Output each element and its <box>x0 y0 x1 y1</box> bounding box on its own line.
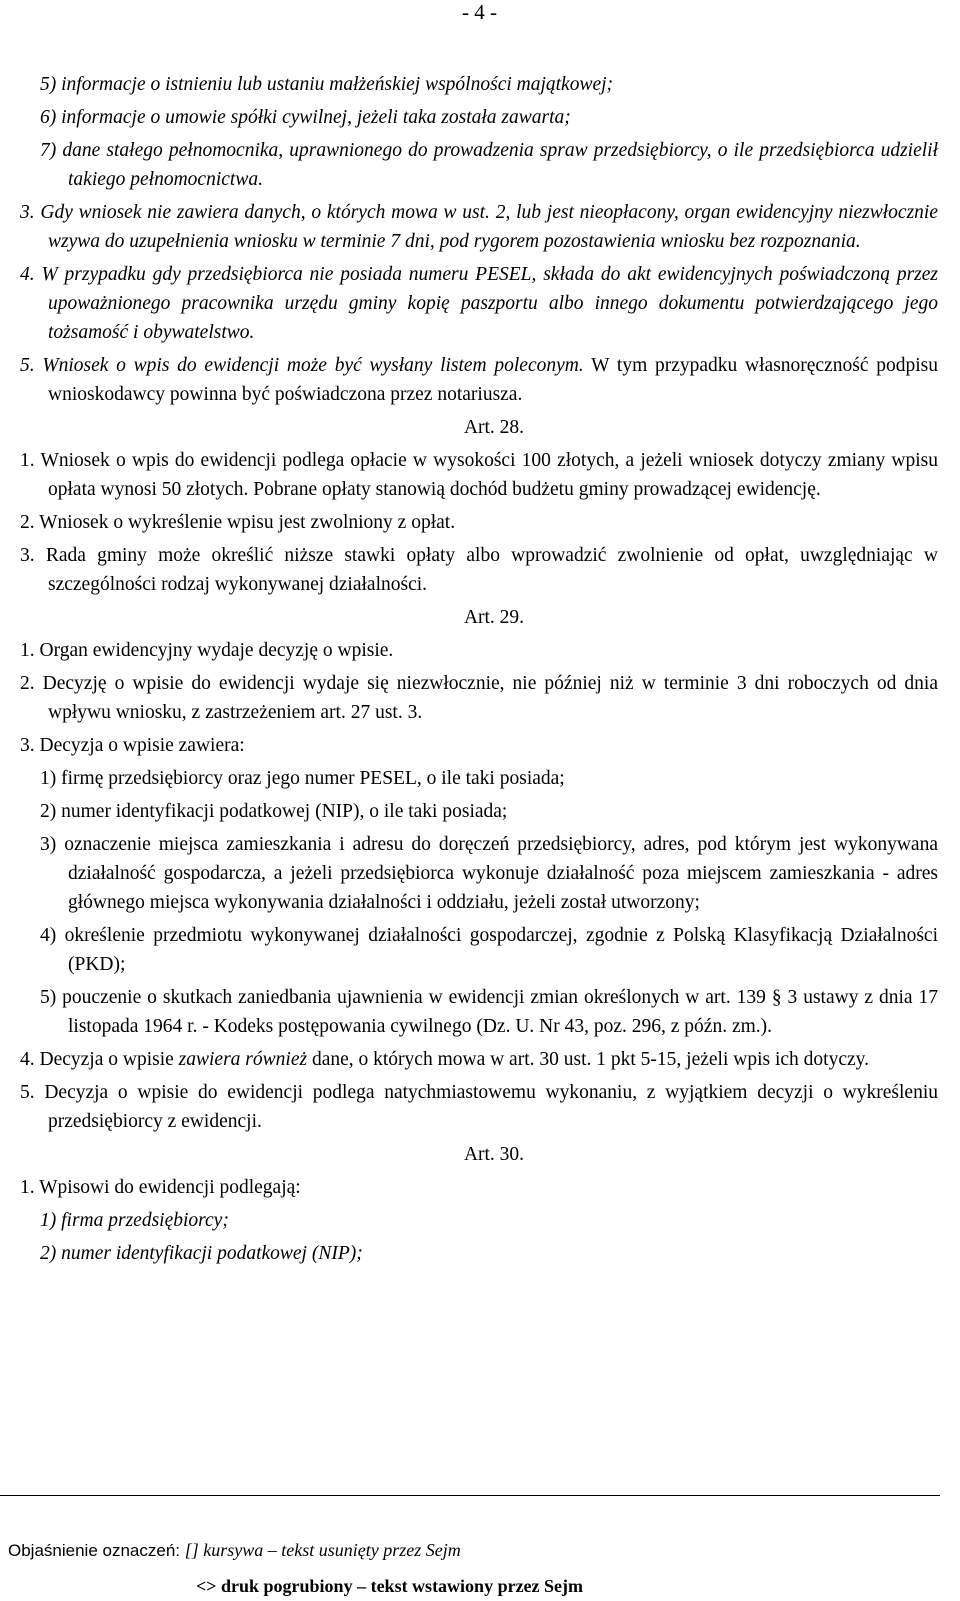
legend-italic-line <box>8 1540 461 1561</box>
art-29-section-2: 2. Decyzję o wpisie do ewidencji wydaje się niezwłocznie, nie później niż w terminie 3 dni roboczych od dnia wpływu wniosku, z zastrzeżeniem art. 27 ust. 3. <box>20 673 938 723</box>
page-number: - 4 - <box>462 0 497 24</box>
art-29-item-1: 1) firmę przedsiębiorcy oraz jego numer PESEL, o ile taki posiada; <box>40 768 565 789</box>
art-28-section-1 <box>20 446 938 504</box>
art-29-item-2: 2) numer identyfikacji podatkowej (NIP), o ile taki posiada; <box>40 801 508 822</box>
art-30-item-2: 2) numer identyfikacji podatkowej (NIP); <box>40 1243 363 1264</box>
art-28-section-2: 2. Wniosek o wykreślenie wpisu jest zwolniony z opłat. <box>20 512 456 533</box>
art-28-section-1-b: Pobrane opłaty stanowią dochód budżetu gminy prowadzącej ewidencję. <box>248 479 821 500</box>
art-29-title: Art. 29. <box>463 607 525 628</box>
section-4: 4. W przypadku gdy przedsiębiorca nie posiada numeru PESEL, składa do akt ewidencyjnych poświadczoną przez upoważnionego pracownika urzędu gminy kopię paszportu albo innego dokumentu potwierdzającego jego tożsamość i obywatelstwo. <box>20 264 938 343</box>
art-29-item-5: 5) pouczenie o skutkach zaniedbania ujawnienia w ewidencji zmian określonych w art. 139 § 3 ustawy z dnia 17 listopada 1964 r. - Kodeks postępowania cywilnego (Dz. U. Nr 43, poz. 296, z późn. zm.). <box>40 987 938 1037</box>
art-29-section-4-c: dane, o których mowa w art. 30 ust. 1 pkt 5-15, jeżeli wpis ich dotyczy. <box>307 1049 870 1070</box>
art-29-section-4-a: 4. Decyzja o wpisie <box>20 1049 179 1070</box>
legend-italic: [] kursywa – tekst usunięty przez Sejm <box>184 1540 461 1560</box>
legend-bold-line: <> druk pogrubiony – tekst wstawiony przez Sejm <box>196 1576 584 1596</box>
art-29-section-3: 3. Decyzja o wpisie zawiera: <box>20 735 245 756</box>
legend-label: Objaśnienie oznaczeń: <box>8 1541 185 1560</box>
item-5: 5) informacje o istnieniu lub ustaniu małżeńskiej wspólności majątkowej; <box>40 74 614 95</box>
section-5-rest: W tym przypadku własnoręczność podpisu wnioskodawcy powinna być poświadczona przez notariusza. <box>48 355 938 405</box>
art-29-section-4 <box>20 1045 938 1074</box>
art-28-section-3: 3. Rada gminy może określić niższe stawki opłaty albo wprowadzić zwolnienie od opłat, uwzględniając w szczególności rodzaj wykonywanej działalności. <box>20 545 938 595</box>
section-5 <box>20 351 938 409</box>
art-28-title: Art. 28. <box>463 417 525 438</box>
footer-divider <box>0 1495 940 1496</box>
section-5-italic: 5. Wniosek o wpis do ewidencji może być wysłany listem poleconym. <box>20 355 584 376</box>
section-3: 3. Gdy wniosek nie zawiera danych, o których mowa w ust. 2, lub jest nieopłacony, organ ewidencyjny niezwłocznie wzywa do uzupełnienia wniosku w terminie 7 dni, pod rygorem pozostawienia wniosku bez rozpoznania. <box>20 202 938 252</box>
document-body <box>20 70 938 1272</box>
item-7: 7) dane stałego pełnomocnika, uprawnionego do prowadzenia spraw przedsiębiorcy, o ile przedsiębiorca udzielił takiego pełnomocnictwa. <box>40 140 938 190</box>
art-29-item-4: 4) określenie przedmiotu wykonywanej działalności gospodarczej, zgodnie z Polską Klasyfikacją Działalności (PKD); <box>40 925 938 975</box>
art-29-item-3: 3) oznaczenie miejsca zamieszkania i adresu do doręczeń przedsiębiorcy, adres, pod którym jest wykonywana działalność gospodarcza, a jeżeli przedsiębiorca wykonuje działalność poza miejscem zamieszkania - adres głównego miejsca wykonywania działalności i oddziału, jeżeli został utworzony; <box>40 834 938 913</box>
art-28-section-1-a: 1. Wniosek o wpis do ewidencji podlega opłacie w wysokości 100 złotych, a jeżeli wniosek dotyczy zmiany wpisu opłata wynosi 50 złotych. <box>20 450 938 500</box>
art-30-item-1: 1) firma przedsiębiorcy; <box>40 1210 229 1231</box>
art-30-section-1: 1. Wpisowi do ewidencji podlegają: <box>20 1177 301 1198</box>
art-29-section-5: 5. Decyzja o wpisie do ewidencji podlega natychmiastowemu wykonaniu, z wyjątkiem decyzji o wykreśleniu przedsiębiorcy z ewidencji. <box>20 1082 938 1132</box>
art-30-title: Art. 30. <box>463 1144 525 1165</box>
item-6: 6) informacje o umowie spółki cywilnej, jeżeli taka została zawarta; <box>40 107 571 128</box>
art-29-section-1: 1. Organ ewidencyjny wydaje decyzję o wpisie. <box>20 640 394 661</box>
art-29-section-4-b: zawiera również <box>178 1049 308 1070</box>
